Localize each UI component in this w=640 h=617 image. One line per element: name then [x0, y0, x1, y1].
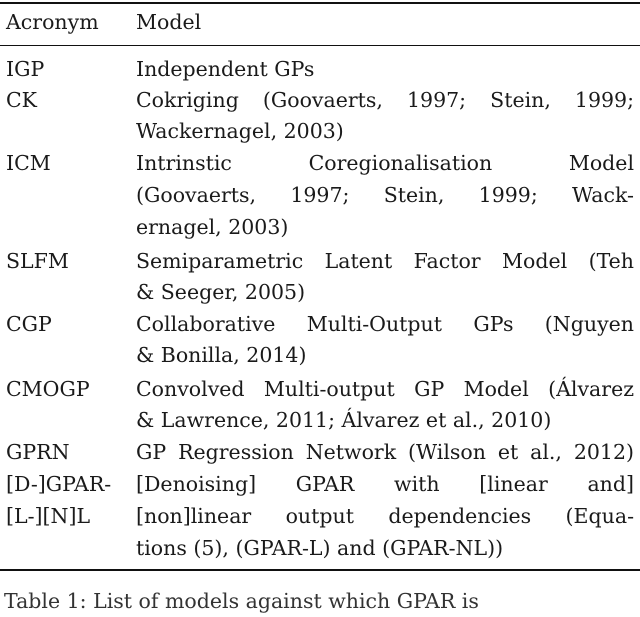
acronym-icm: ICM	[6, 151, 51, 175]
acronym-gpar-line1: [D-]GPAR-	[6, 472, 112, 496]
model-cgp-line1: Collaborative Multi-Output GPs (Nguyen	[136, 312, 634, 336]
model-gprn: GP Regression Network (Wilson et al., 2012)	[136, 440, 634, 464]
model-gpar-line1: [Denoising] GPAR with [linear and]	[136, 472, 634, 496]
acronym-ck: CK	[6, 88, 38, 112]
header-model: Model	[136, 10, 202, 34]
model-cmogp-line1: Convolved Multi-output GP Model (Álvarez	[136, 377, 634, 401]
model-ck-line1: Cokriging (Goovaerts, 1997; Stein, 1999;	[136, 88, 634, 112]
model-gpar-line2: [non]linear output dependencies (Equa-	[136, 504, 634, 528]
model-gpar-line3: tions (5), (GPAR-L) and (GPAR-NL))	[136, 536, 504, 560]
acronym-cmogp: CMOGP	[6, 377, 90, 401]
table-bottom-rule	[0, 569, 640, 571]
acronym-igp: IGP	[6, 57, 45, 81]
table-header-rule	[0, 45, 640, 46]
model-ck-line2: Wackernagel, 2003)	[136, 119, 344, 143]
table-caption: Table 1: List of models against which GPAR is	[4, 589, 479, 613]
model-cmogp-line2: & Lawrence, 2011; Álvarez et al., 2010)	[136, 408, 552, 432]
model-icm-line2: (Goovaerts, 1997; Stein, 1999; Wack-	[136, 183, 634, 207]
acronym-cgp: CGP	[6, 312, 52, 336]
model-icm-line1: Intrinstic Coregionalisation Model	[136, 151, 634, 175]
acronym-slfm: SLFM	[6, 249, 69, 273]
model-icm-line3: ernagel, 2003)	[136, 215, 289, 239]
acronym-gprn: GPRN	[6, 440, 70, 464]
model-slfm-line1: Semiparametric Latent Factor Model (Teh	[136, 249, 634, 273]
model-cgp-line2: & Bonilla, 2014)	[136, 343, 307, 367]
model-slfm-line2: & Seeger, 2005)	[136, 280, 306, 304]
header-acronym: Acronym	[6, 10, 99, 34]
table-top-rule	[0, 2, 640, 4]
model-igp: Independent GPs	[136, 57, 315, 81]
acronym-gpar-line2: [L-][N]L	[6, 504, 91, 528]
